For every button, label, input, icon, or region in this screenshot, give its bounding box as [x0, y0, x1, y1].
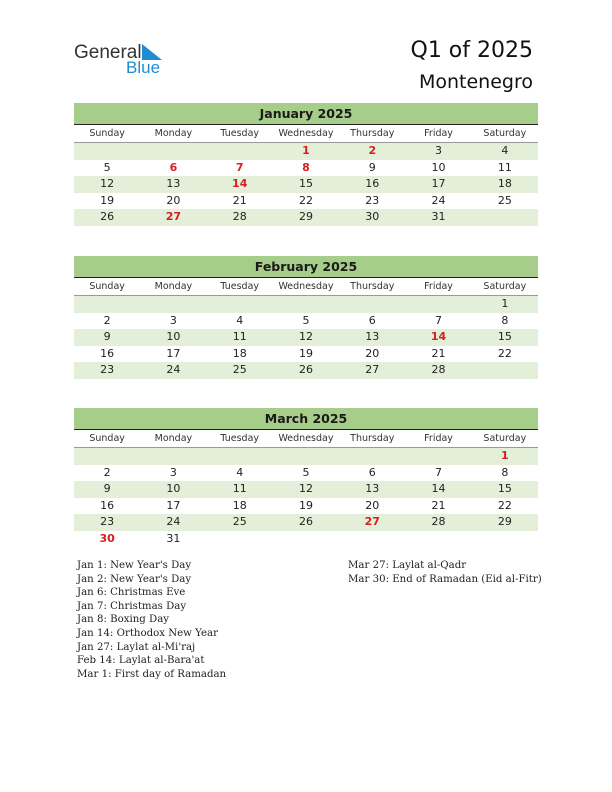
day-cell: 14: [431, 482, 446, 495]
day-cell: 11: [497, 160, 512, 174]
day-cell: 5: [103, 160, 111, 174]
day-cell: 4: [236, 313, 244, 327]
day-cell: 17: [166, 498, 181, 512]
holiday-entry: Jan 1: New Year's Day: [77, 560, 192, 571]
week-row: [74, 448, 538, 465]
holiday-list-left: [77, 559, 226, 681]
week-row: [74, 531, 538, 548]
day-cell: 11: [232, 330, 247, 343]
day-cell: 29: [497, 515, 512, 528]
holiday-entry: Jan 27: Laylat al-Mi'raj: [77, 641, 196, 653]
holiday-entry: Mar 27: Laylat al-Qadr: [348, 560, 467, 571]
logo-text-general: General: [74, 42, 142, 63]
day-cell: [273, 296, 339, 313]
day-cell: 27: [365, 363, 380, 376]
week-row: [74, 193, 538, 210]
week-row: [74, 514, 538, 531]
day-cell: 28: [232, 210, 247, 223]
day-cell: 5: [302, 465, 310, 479]
day-cell: [207, 143, 273, 160]
day-cell: 26: [100, 210, 115, 223]
day-cell: 3: [169, 313, 177, 327]
day-cell: 7: [435, 465, 443, 479]
day-cell: 12: [298, 482, 313, 495]
holiday-day-cell: 14: [430, 330, 447, 343]
weekday-label: Monday: [154, 433, 193, 444]
weekday-label: Saturday: [483, 281, 527, 292]
day-cell: 23: [365, 193, 380, 207]
day-cell: 15: [298, 177, 313, 190]
day-cell: 31: [166, 531, 181, 545]
day-cell: [207, 531, 273, 548]
weekday-label: Friday: [424, 433, 453, 444]
week-row: [74, 209, 538, 226]
month-title: February 2025: [74, 256, 538, 278]
week-row: [74, 296, 538, 313]
holiday-day-cell: 27: [364, 515, 380, 528]
day-cell: 13: [365, 482, 380, 495]
day-cell: 25: [497, 193, 512, 207]
weekday-label: Thursday: [350, 281, 395, 292]
day-cell: 26: [298, 363, 313, 376]
weekday-label: Wednesday: [278, 281, 334, 292]
weekday-label: Tuesday: [220, 281, 260, 292]
holiday-entry: Mar 1: First day of Ramadan: [77, 668, 227, 680]
weekday-label: Friday: [424, 281, 453, 292]
holiday-day-cell: 6: [169, 160, 178, 174]
weekday-label: Sunday: [89, 433, 125, 444]
week-row: [74, 143, 538, 160]
holiday-day-cell: 2: [368, 144, 377, 157]
day-cell: 16: [100, 346, 115, 360]
month-calendar-january: [74, 103, 538, 226]
day-cell: 21: [431, 346, 446, 360]
day-cell: [207, 296, 273, 313]
day-cell: [74, 143, 140, 160]
day-cell: 26: [298, 515, 313, 528]
day-cell: [472, 362, 538, 379]
day-cell: 25: [232, 515, 247, 528]
day-cell: 4: [236, 465, 244, 479]
day-cell: 4: [501, 144, 509, 157]
week-row: [74, 313, 538, 330]
day-cell: 16: [100, 498, 115, 512]
month-title: January 2025: [74, 103, 538, 125]
day-cell: 6: [368, 465, 376, 479]
logo-text-blue: Blue: [126, 58, 161, 77]
weekday-label: Wednesday: [278, 433, 334, 444]
weekday-label: Thursday: [350, 433, 395, 444]
holiday-entry: Feb 14: Laylat al-Bara'at: [77, 655, 205, 667]
day-cell: 13: [166, 177, 181, 190]
day-cell: 17: [166, 346, 181, 360]
day-cell: 10: [166, 482, 181, 495]
day-cell: 7: [435, 313, 443, 327]
day-cell: [472, 209, 538, 226]
day-cell: 10: [166, 330, 181, 343]
day-cell: 3: [435, 144, 443, 157]
weekday-label: Saturday: [483, 433, 527, 444]
day-cell: 8: [501, 313, 509, 327]
day-cell: [140, 296, 206, 313]
week-row: [74, 329, 538, 346]
day-cell: 6: [368, 313, 376, 327]
day-cell: [339, 531, 405, 548]
weekday-label: Wednesday: [278, 128, 334, 139]
holiday-entry: Jan 8: Boxing Day: [77, 614, 170, 626]
day-cell: 31: [431, 210, 446, 223]
day-cell: [405, 296, 471, 313]
week-row: [74, 465, 538, 482]
day-cell: 20: [365, 346, 380, 360]
weekday-label: Sunday: [89, 281, 125, 292]
day-cell: 15: [497, 482, 512, 495]
day-cell: 8: [501, 465, 509, 479]
weekday-label: Friday: [424, 128, 453, 139]
day-cell: 22: [497, 346, 512, 360]
day-cell: [339, 296, 405, 313]
month-calendar-march: [74, 408, 538, 547]
day-cell: 21: [232, 193, 247, 207]
day-cell: [140, 143, 206, 160]
holiday-day-cell: 27: [165, 210, 182, 223]
weekday-label: Tuesday: [220, 128, 260, 139]
day-cell: 24: [166, 363, 181, 376]
day-cell: 19: [100, 193, 115, 207]
day-cell: 28: [431, 515, 446, 528]
day-cell: 18: [497, 177, 512, 190]
day-cell: 18: [232, 346, 247, 360]
day-cell: 9: [103, 330, 111, 343]
day-cell: [339, 448, 405, 465]
holiday-entry: Mar 30: End of Ramadan (Eid al-Fitr): [348, 573, 542, 585]
day-cell: [207, 448, 273, 465]
holiday-entry: Jan 14: Orthodox New Year: [77, 627, 218, 639]
week-row: [74, 176, 538, 193]
day-cell: 22: [497, 498, 512, 512]
day-cell: 19: [298, 498, 313, 512]
month-title: March 2025: [74, 408, 538, 430]
day-cell: [405, 448, 471, 465]
day-cell: 15: [497, 330, 512, 343]
week-row: [74, 481, 538, 498]
month-calendar-february: [74, 256, 538, 379]
day-cell: [273, 531, 339, 548]
weekday-label: Thursday: [350, 128, 395, 139]
day-cell: 10: [431, 160, 446, 174]
day-cell: [74, 448, 140, 465]
day-cell: 30: [365, 210, 380, 223]
day-cell: 23: [100, 363, 115, 376]
day-cell: [273, 448, 339, 465]
day-cell: 21: [431, 498, 446, 512]
day-cell: 1: [501, 297, 509, 310]
day-cell: 23: [100, 515, 115, 528]
weekday-label: Monday: [154, 281, 193, 292]
day-cell: 17: [431, 177, 446, 190]
day-cell: 2: [103, 313, 111, 327]
holiday-day-cell: 1: [302, 144, 310, 157]
weekday-label: Monday: [154, 128, 193, 139]
day-cell: 22: [298, 193, 313, 207]
holiday-entry: Jan 6: Christmas Eve: [77, 587, 186, 599]
day-cell: [74, 296, 140, 313]
week-row: [74, 160, 538, 177]
holiday-day-cell: 7: [235, 160, 244, 174]
holiday-day-cell: 1: [501, 449, 509, 462]
day-cell: 24: [166, 515, 181, 528]
day-cell: 28: [431, 363, 446, 376]
day-cell: 12: [298, 330, 313, 343]
day-cell: 18: [232, 498, 247, 512]
day-cell: 9: [368, 160, 376, 174]
week-row: [74, 498, 538, 515]
day-cell: [405, 531, 471, 548]
day-cell: 25: [232, 363, 247, 376]
weekday-label: Sunday: [89, 128, 125, 139]
day-cell: 16: [365, 177, 380, 190]
day-cell: 20: [166, 193, 181, 207]
weekday-label: Saturday: [483, 128, 527, 139]
holiday-day-cell: 8: [302, 160, 310, 174]
week-row: [74, 346, 538, 363]
weekday-header-row: [74, 430, 538, 448]
day-cell: 29: [298, 210, 313, 223]
week-row: [74, 362, 538, 379]
day-cell: 5: [302, 313, 310, 327]
day-cell: 3: [169, 465, 177, 479]
day-cell: 13: [365, 330, 380, 343]
holiday-entry: Jan 7: Christmas Day: [77, 600, 187, 612]
day-cell: [140, 448, 206, 465]
holiday-day-cell: 14: [232, 177, 248, 190]
day-cell: 2: [103, 465, 111, 479]
day-cell: 12: [100, 177, 115, 190]
holiday-day-cell: 30: [99, 531, 115, 545]
country-name: Montenegro: [418, 71, 533, 93]
holiday-entry: Jan 2: New Year's Day: [77, 573, 192, 585]
day-cell: 11: [232, 482, 247, 495]
page-title: Q1 of 2025: [410, 38, 533, 63]
day-cell: 9: [103, 482, 111, 495]
day-cell: 19: [298, 346, 313, 360]
day-cell: 20: [365, 498, 380, 512]
weekday-header-row: [74, 278, 538, 296]
day-cell: 24: [431, 193, 446, 207]
holiday-list-right: [348, 559, 542, 586]
weekday-label: Tuesday: [220, 433, 260, 444]
weekday-header-row: [74, 125, 538, 143]
day-cell: [472, 531, 538, 548]
